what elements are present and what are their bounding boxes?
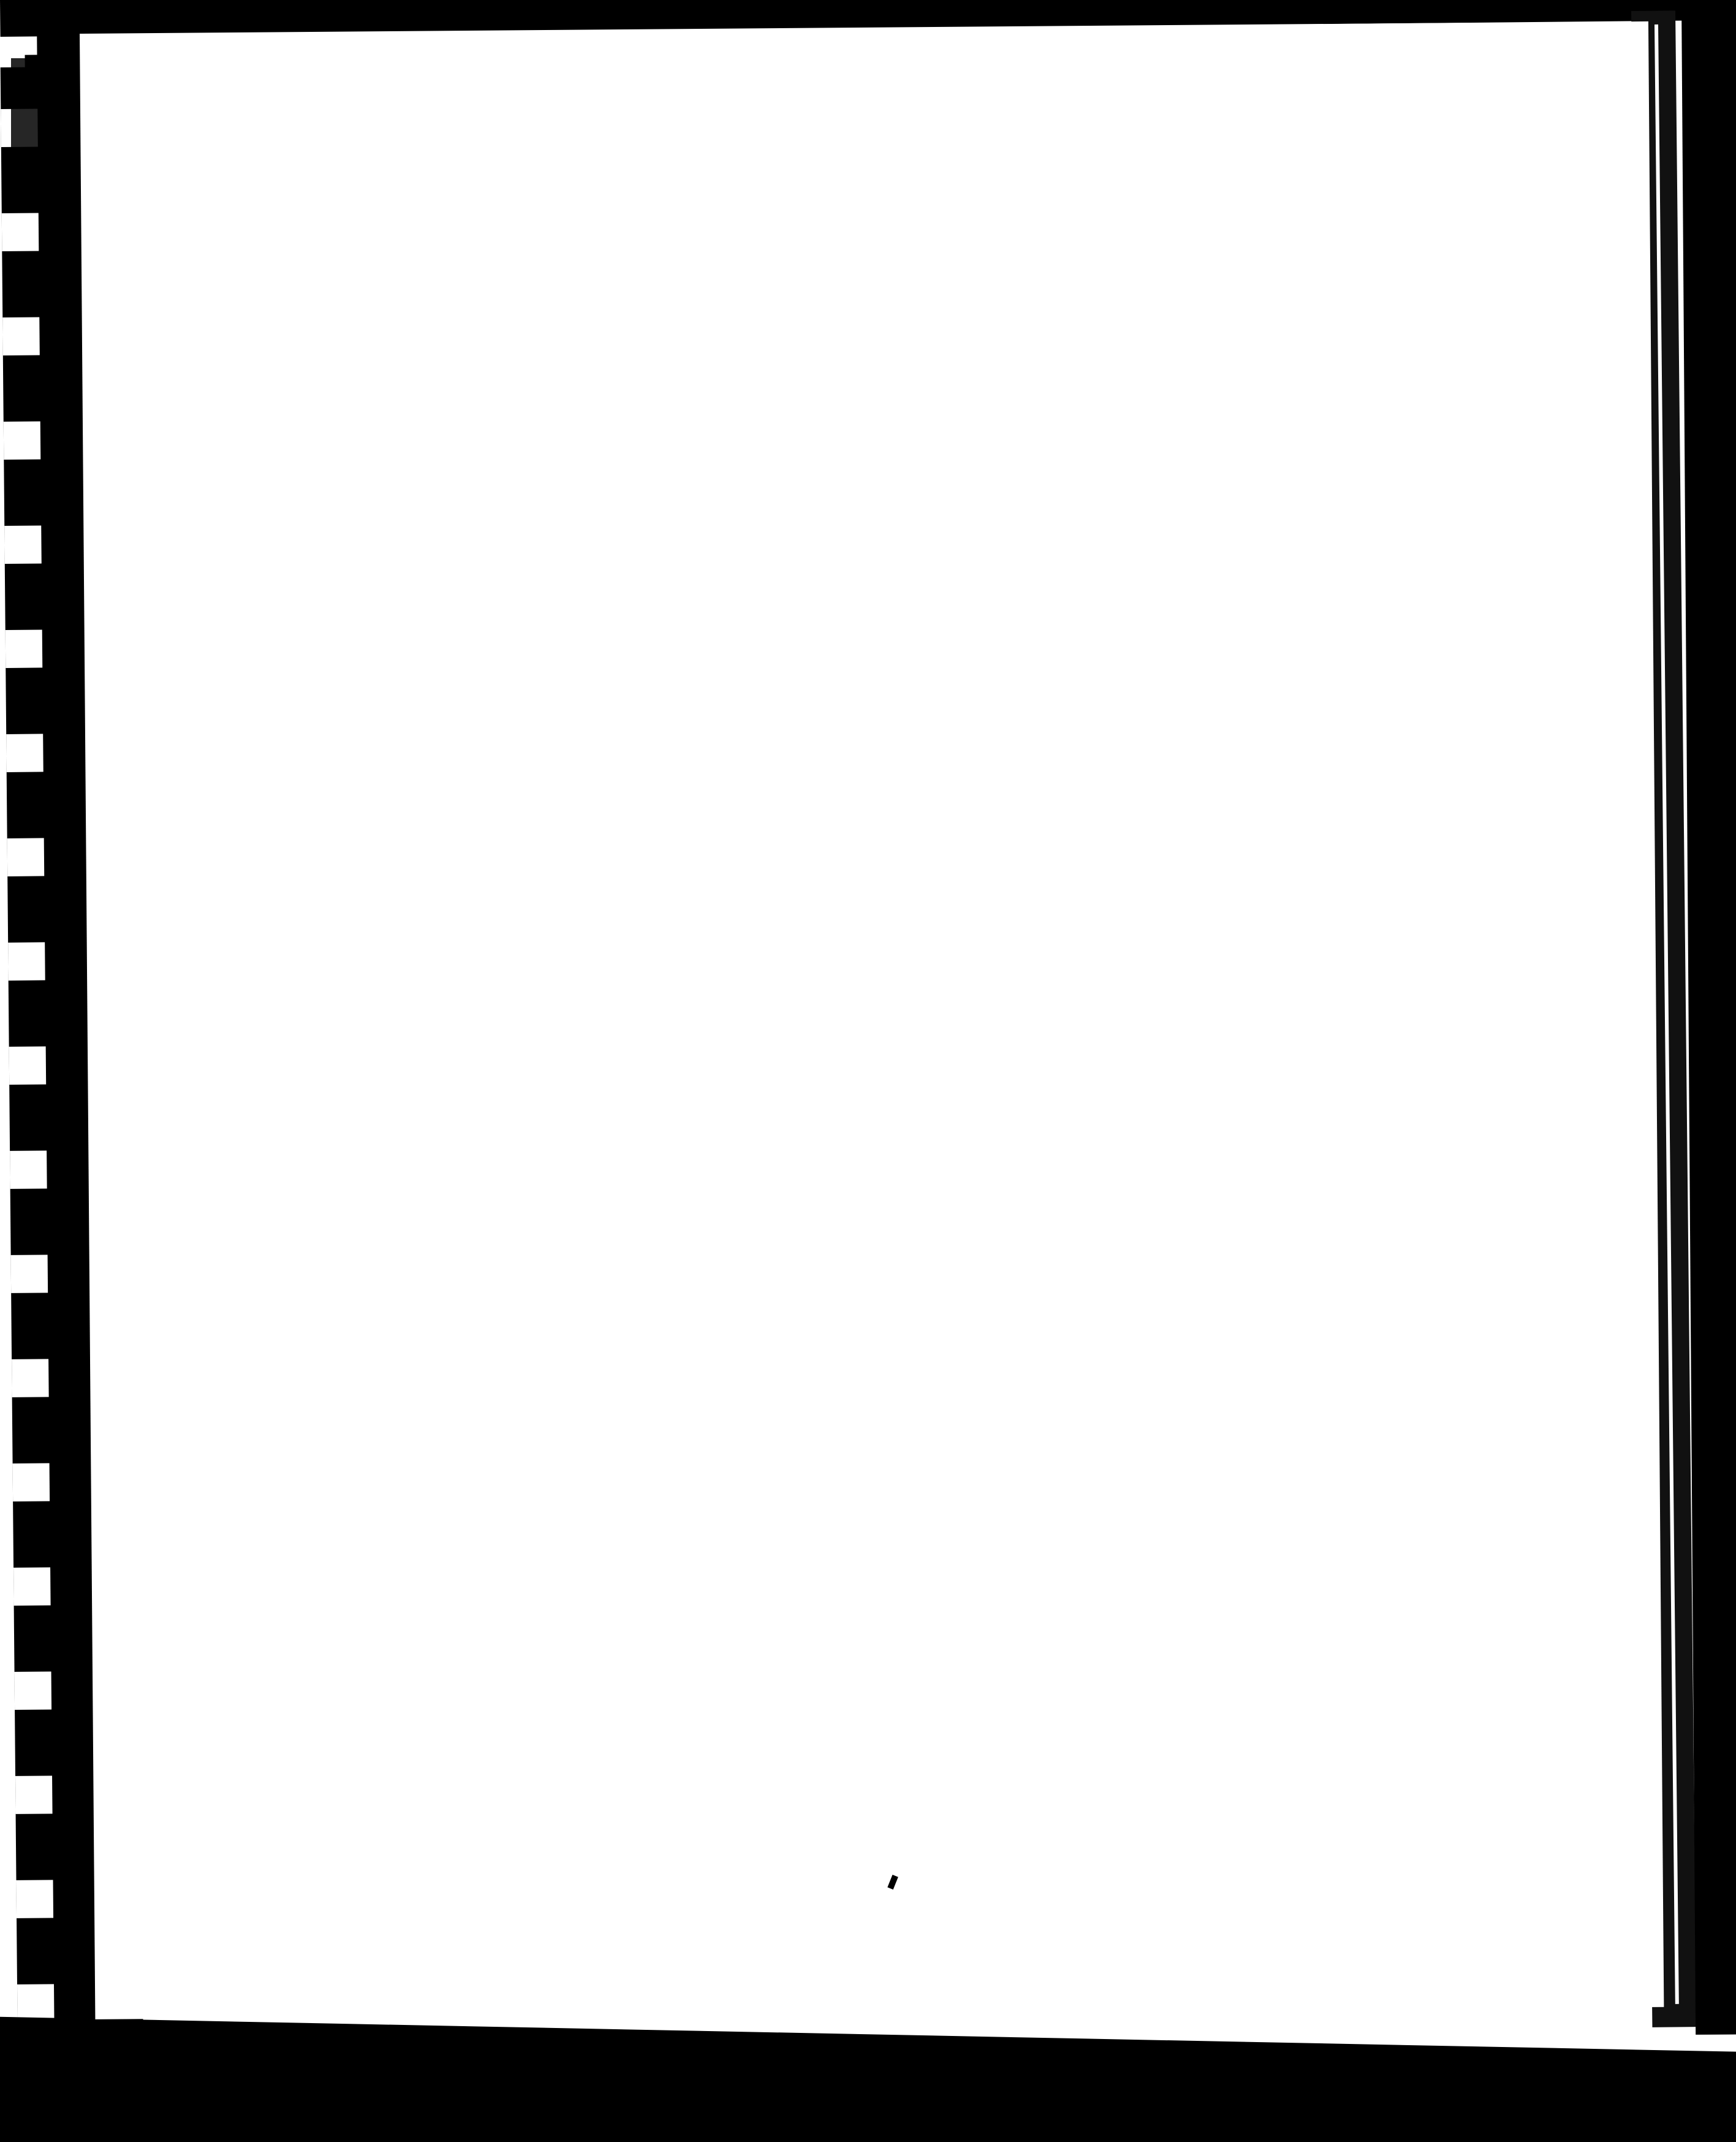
binding-notch bbox=[11, 1255, 48, 1293]
binding-notch bbox=[17, 1880, 54, 1918]
binding-notch bbox=[10, 1150, 47, 1189]
binding-notch bbox=[8, 942, 45, 981]
binding-notch bbox=[6, 734, 44, 772]
binding-notch bbox=[17, 1984, 55, 2022]
paper-sheet bbox=[80, 21, 1664, 2019]
binding-notch bbox=[6, 629, 43, 668]
scan-bottom-shadow bbox=[0, 2016, 1736, 2142]
binding-notch bbox=[2, 213, 39, 251]
binding-notch bbox=[9, 1046, 47, 1085]
binding-notch bbox=[13, 1463, 50, 1502]
binding-notch bbox=[4, 525, 42, 564]
binding-notch bbox=[4, 421, 41, 460]
scan-left-smudge bbox=[11, 58, 47, 187]
binding-notch bbox=[2, 317, 40, 355]
binding-notch bbox=[7, 838, 45, 876]
binding-notch bbox=[12, 1359, 49, 1397]
binding-notch bbox=[15, 1671, 52, 1710]
binding-notch bbox=[13, 1567, 51, 1606]
binding-notch bbox=[15, 1776, 53, 1814]
